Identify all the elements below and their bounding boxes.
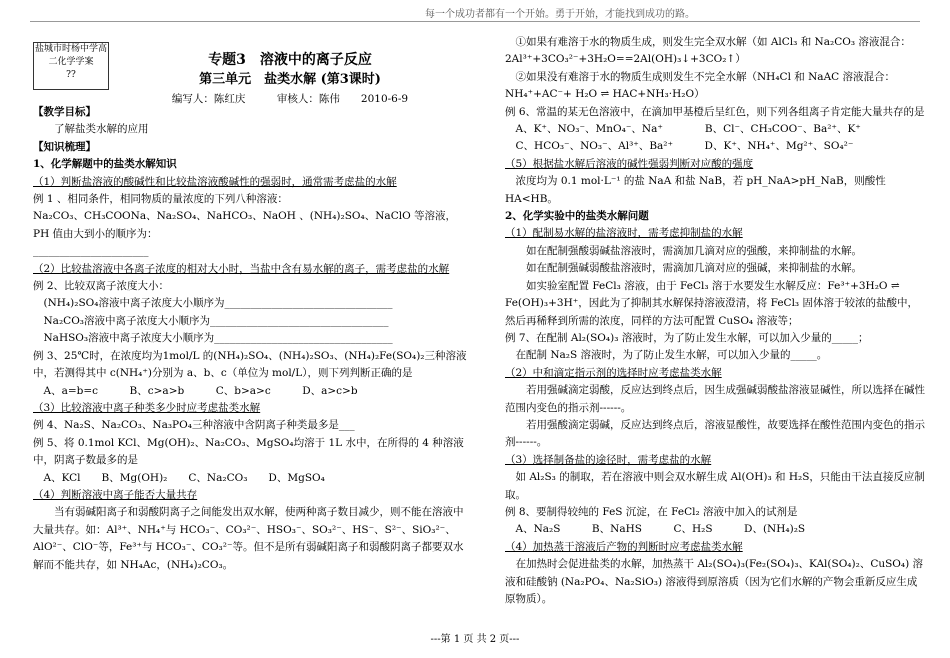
left-line: ______________________ (33, 245, 149, 258)
left-line: 例 4、Na₂S、Na₂CO₃、Na₃PO₄三种溶液中含阴离子种类最多是___ (33, 419, 355, 432)
right-line: 如实验室配置 FeCl₃ 溶液，由于 FeCl₃ 溶于水要发生水解反应：Fe³⁺+3H₂O ⇌ Fe(OH)₃+3H⁺，因此为了抑制其水解保持溶液澄清，将 FeCl₃ 固体溶于较浓的盐酸中，然后再稀释到所需的浓度，同样的方法可配置 CuSO₄ 溶液等； (505, 279, 918, 327)
right-column (505, 34, 925, 608)
right-line: 例 6、常温的某无色溶液中，在滴加甲基橙后呈红色，则下列各组离子肯定能大量共存的是 (505, 105, 925, 118)
doc-authors: 编写人：陈红庆 审核人：陈伟 2010-6-9 (171, 93, 409, 105)
right-line: 如在配制强酸弱碱盐溶液时，需滴加几滴对应的强酸，来抑制盐的水解。 (505, 244, 862, 257)
right-line: A、K⁺、NO₃⁻、MnO₄⁻、Na⁺ B、Cl⁻、CH₃COO⁻、Ba²⁺、K⁺ (505, 123, 861, 136)
doc-title: 专题3 溶液中的离子反应 (208, 52, 372, 68)
right-line: （5）根据盐水解后溶液的碱性强弱判断对应酸的强度 (505, 157, 754, 170)
right-line: 如 Al₂S₃ 的制取，若在溶液中则会双水解生成 Al(OH)₃ 和 H₂S，只能由干法直接反应制取。 (505, 471, 925, 501)
stamp-suffix: ?? (66, 70, 76, 80)
left-line: 例 2、比较双离子浓度大小： (33, 280, 170, 293)
right-line: （1）配制易水解的盐溶液时，需考虑抑制盐的水解 (505, 227, 743, 240)
right-line: 例 7、在配制 Al₂(SO₄)₃ 溶液时，为了防止发生水解，可以加入少量的_____； (505, 331, 869, 344)
left-line: 例 5、将 0.1mol KCl、Mg(OH)₂、Na₂CO₃、MgSO₄均溶于 1L 水中，在所得的 4 种溶液中，阴离子数最多的是 (33, 436, 464, 467)
left-line: 了解盐类水解的应用 (33, 123, 149, 136)
left-line: 【知识梳理】 (33, 140, 96, 153)
right-line: C、HCO₃⁻、NO₃⁻、Al³⁺、Ba²⁺ D、K⁺、NH₄⁺、Mg²⁺、SO₄²⁻ (505, 140, 854, 153)
title-block (140, 50, 440, 108)
left-line: 例 3、25℃时，在浓度均为1mol/L 的(NH₄)₂SO₄、(NH₄)₂SO₃、(NH₄)₂Fe(SO₄)₂三种溶液中，若测得其中 c(NH₄⁺)分别为 a、b、c（单位为 mol/L），则下列判断正确的是 (33, 349, 467, 380)
left-line: 例 1 、相同条件，相同物质的量浓度的下列八种溶液： (33, 193, 288, 206)
left-line: （1）判断盐溶液的酸碱性和比较盐溶液酸碱性的强弱时，通常需考虑盐的水解 (33, 175, 397, 188)
page-footer: ---第 1 页 共 2 页--- (430, 634, 520, 645)
right-line: （2）中和滴定指示剂的选择时应考虑盐类水解 (505, 366, 722, 379)
left-line: Na₂CO₃溶液中离子浓度大小顺序为__________________________________ (33, 314, 389, 327)
left-line: （4）判断溶液中离子能否大量共存 (33, 488, 198, 501)
right-line: 浓度均为 0.1 mol·L⁻¹ 的盐 NaA 和盐 NaB，若 pH_NaA>pH_NaB，则酸性 HA<HB。 (505, 175, 886, 205)
right-line: ①如果有难溶于水的物质生成，则发生完全双水解（如 AlCl₃ 和 Na₂CO₃ 溶液混合：2Al³⁺+3CO₃²⁻+3H₂O==2Al(OH)₃↓+3CO₂↑） (505, 36, 911, 66)
right-line: 在配制 Na₂S 溶液时，为了防止发生水解，可以加入少量的_____。 (505, 349, 828, 362)
doc-subtitle: 第三单元 盐类水解 (第3课时) (199, 72, 381, 87)
right-line: 例 8、要制得较纯的 FeS 沉淀，在 FeCl₂ 溶液中加入的试剂是 (505, 505, 798, 518)
left-line: Na₂CO₃、CH₃COONa、Na₂SO₄、NaHCO₃、NaOH 、(NH₄)₂SO₄、NaClO 等溶液，PH 值由大到小的顺序为： (33, 210, 457, 240)
left-line: （2）比较盐溶液中各离子浓度的相对大小时，当盐中含有易水解的离子，需考虑盐的水解 (33, 262, 450, 275)
right-line: ②如果没有难溶于水的物质生成则发生不完全水解（NH₄Cl 和 NaAC 溶液混合：NH₄⁺+AC⁻+ H₂O ⇌ HAC+NH₃·H₂O） (505, 70, 896, 101)
left-line: 【教学目标】 (33, 106, 96, 118)
right-line: 若用强碱滴定弱酸，反应达到终点后，因生成强碱弱酸盐溶液显碱性，所以选择在碱性范围内变色的指示剂------。 (505, 384, 925, 414)
right-line: 2、化学实验中的盐类水解问题 (505, 210, 649, 223)
left-line: A、KCl B、Mg(OH)₂ C、Na₂CO₃ D、MgSO₄ (33, 471, 325, 484)
right-line: 若用强酸滴定弱碱，反应达到终点后，溶液显酸性，故要选择在酸性范围内变色的指示剂------。 (505, 418, 925, 449)
school-stamp (33, 42, 109, 90)
left-line: (NH₄)₂SO₄溶液中离子浓度大小顺序为________________________________ (33, 297, 393, 310)
left-line: A、a=b=c B、c>a>b C、b>a>c D、a>c>b (33, 384, 358, 397)
left-line: 当有弱碱阳离子和弱酸阴离子之间能发出双水解，使两种离子数目减少，则不能在溶液中大量共存。如：Al³⁺、NH₄⁺与 HCO₃⁻、CO₃²⁻、HSO₃⁻、SO₃²⁻、HS⁻、S²⁻、SiO₃²⁻、AlO²⁻、ClO⁻等，Fe³⁺与 HCO₃⁻、CO₃²⁻等。但不是所有弱碱阳离子和弱酸阴离子都要双水解而不能共存，如 NH₄Ac，(NH₄)₂CO₃。 (33, 506, 464, 571)
right-line: 如在配制强碱弱酸盐溶液时，需滴加几滴对应的强碱，来抑制盐的水解。 (505, 262, 862, 275)
right-line: （3）选择制备盐的途径时，需考虑盐的水解 (505, 453, 712, 466)
left-line: （3）比较溶液中离子种类多少时应考虑盐类水解 (33, 401, 261, 414)
left-line: 1、化学解题中的盐类水解知识 (33, 158, 177, 171)
left-column (33, 104, 468, 574)
page-header-motto: 每一个成功者都有一个开始。勇于开始，才能找到成功的路。 (425, 9, 695, 20)
right-line: 在加热时会促进盐类的水解，加热蒸干 Al₂(SO₄)₃(Fe₂(SO₄)₃、KAl(SO₄)₂、CuSO₄) 溶液和硅酸钠 (Na₂PO₄、Na₂SiO₃) 溶液得到原溶质（因为它们水解的产物会重新反应生成原物质）。 (505, 558, 924, 605)
left-line: NaHSO₃溶液中离子浓度大小顺序为__________________________________ (33, 332, 393, 345)
stamp-text: 盐城市时杨中学高二化学学案 (34, 44, 107, 67)
header-divider (30, 21, 920, 22)
right-line: A、Na₂S B、NaHS C、H₂S D、(NH₄)₂S (505, 523, 806, 536)
right-line: （4）加热蒸干溶液后产物的判断时应考虑盐类水解 (505, 540, 743, 553)
